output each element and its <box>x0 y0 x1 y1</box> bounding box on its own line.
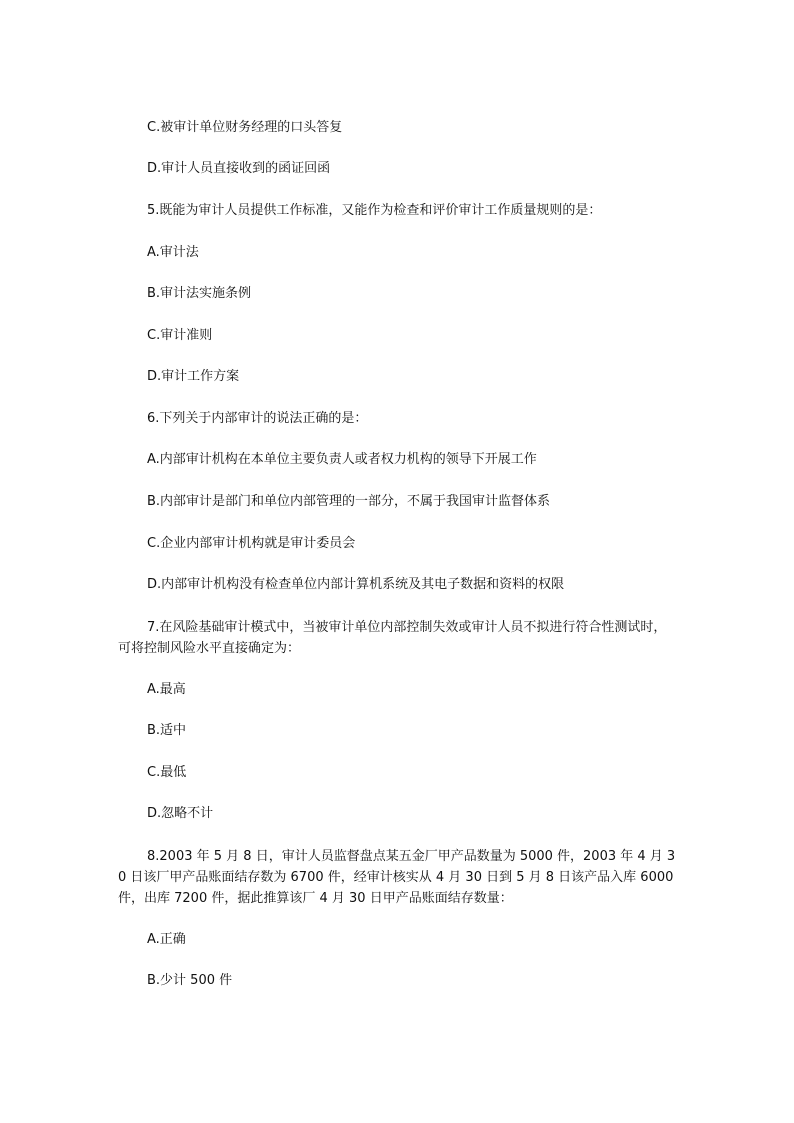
option-b-q7: B.适中 <box>147 723 187 738</box>
option-c-q4: C.被审计单位财务经理的口头答复 <box>147 120 343 135</box>
option-c-q5: C.审计准则 <box>147 328 213 343</box>
option-d-q4: D.审计人员直接收到的函证回函 <box>147 161 331 176</box>
option-a-q8: A.正确 <box>147 932 186 947</box>
question-6: 6.下列关于内部审计的说法正确的是： <box>147 411 368 426</box>
option-d-q7: D.忽略不计 <box>147 806 214 821</box>
option-b-q5: B.审计法实施条例 <box>147 286 252 301</box>
option-c-q7: C.最低 <box>147 765 187 780</box>
question-7: 7.在风险基础审计模式中，当被审计单位内部控制失效或审计人员不拟进行符合性测试时，可将控制风险水平直接确定为： <box>118 620 667 656</box>
option-a-q7: A.最高 <box>147 682 186 697</box>
option-d-q6: D.内部审计机构没有检查单位内部计算机系统及其电子数据和资料的权限 <box>147 577 565 592</box>
question-5: 5.既能为审计人员提供工作标准，又能作为检查和评价审计工作质量规则的是： <box>147 203 602 218</box>
option-a-q6: A.内部审计机构在本单位主要负责人或者权力机构的领导下开展工作 <box>147 452 537 467</box>
option-c-q6: C.企业内部审计机构就是审计委员会 <box>147 536 356 551</box>
option-b-q8: B.少计 500 件 <box>147 973 233 988</box>
option-b-q6: B.内部审计是部门和单位内部管理的一部分，不属于我国审计监督体系 <box>147 494 551 509</box>
option-a-q5: A.审计法 <box>147 245 199 260</box>
question-8: 8.2003 年 5 月 8 日，审计人员监督盘点某五金厂甲产品数量为 5000 件，2003 年 4 月 30 日该厂甲产品账面结存数为 6700 件，经审计核实从 4 月 30 日到 5 月 8 日该产品入库 6000 件，出库 7200 件，据此推算该厂 4 月 30 日甲产品账面结存数量： <box>118 849 676 906</box>
option-d-q5: D.审计工作方案 <box>147 369 240 384</box>
